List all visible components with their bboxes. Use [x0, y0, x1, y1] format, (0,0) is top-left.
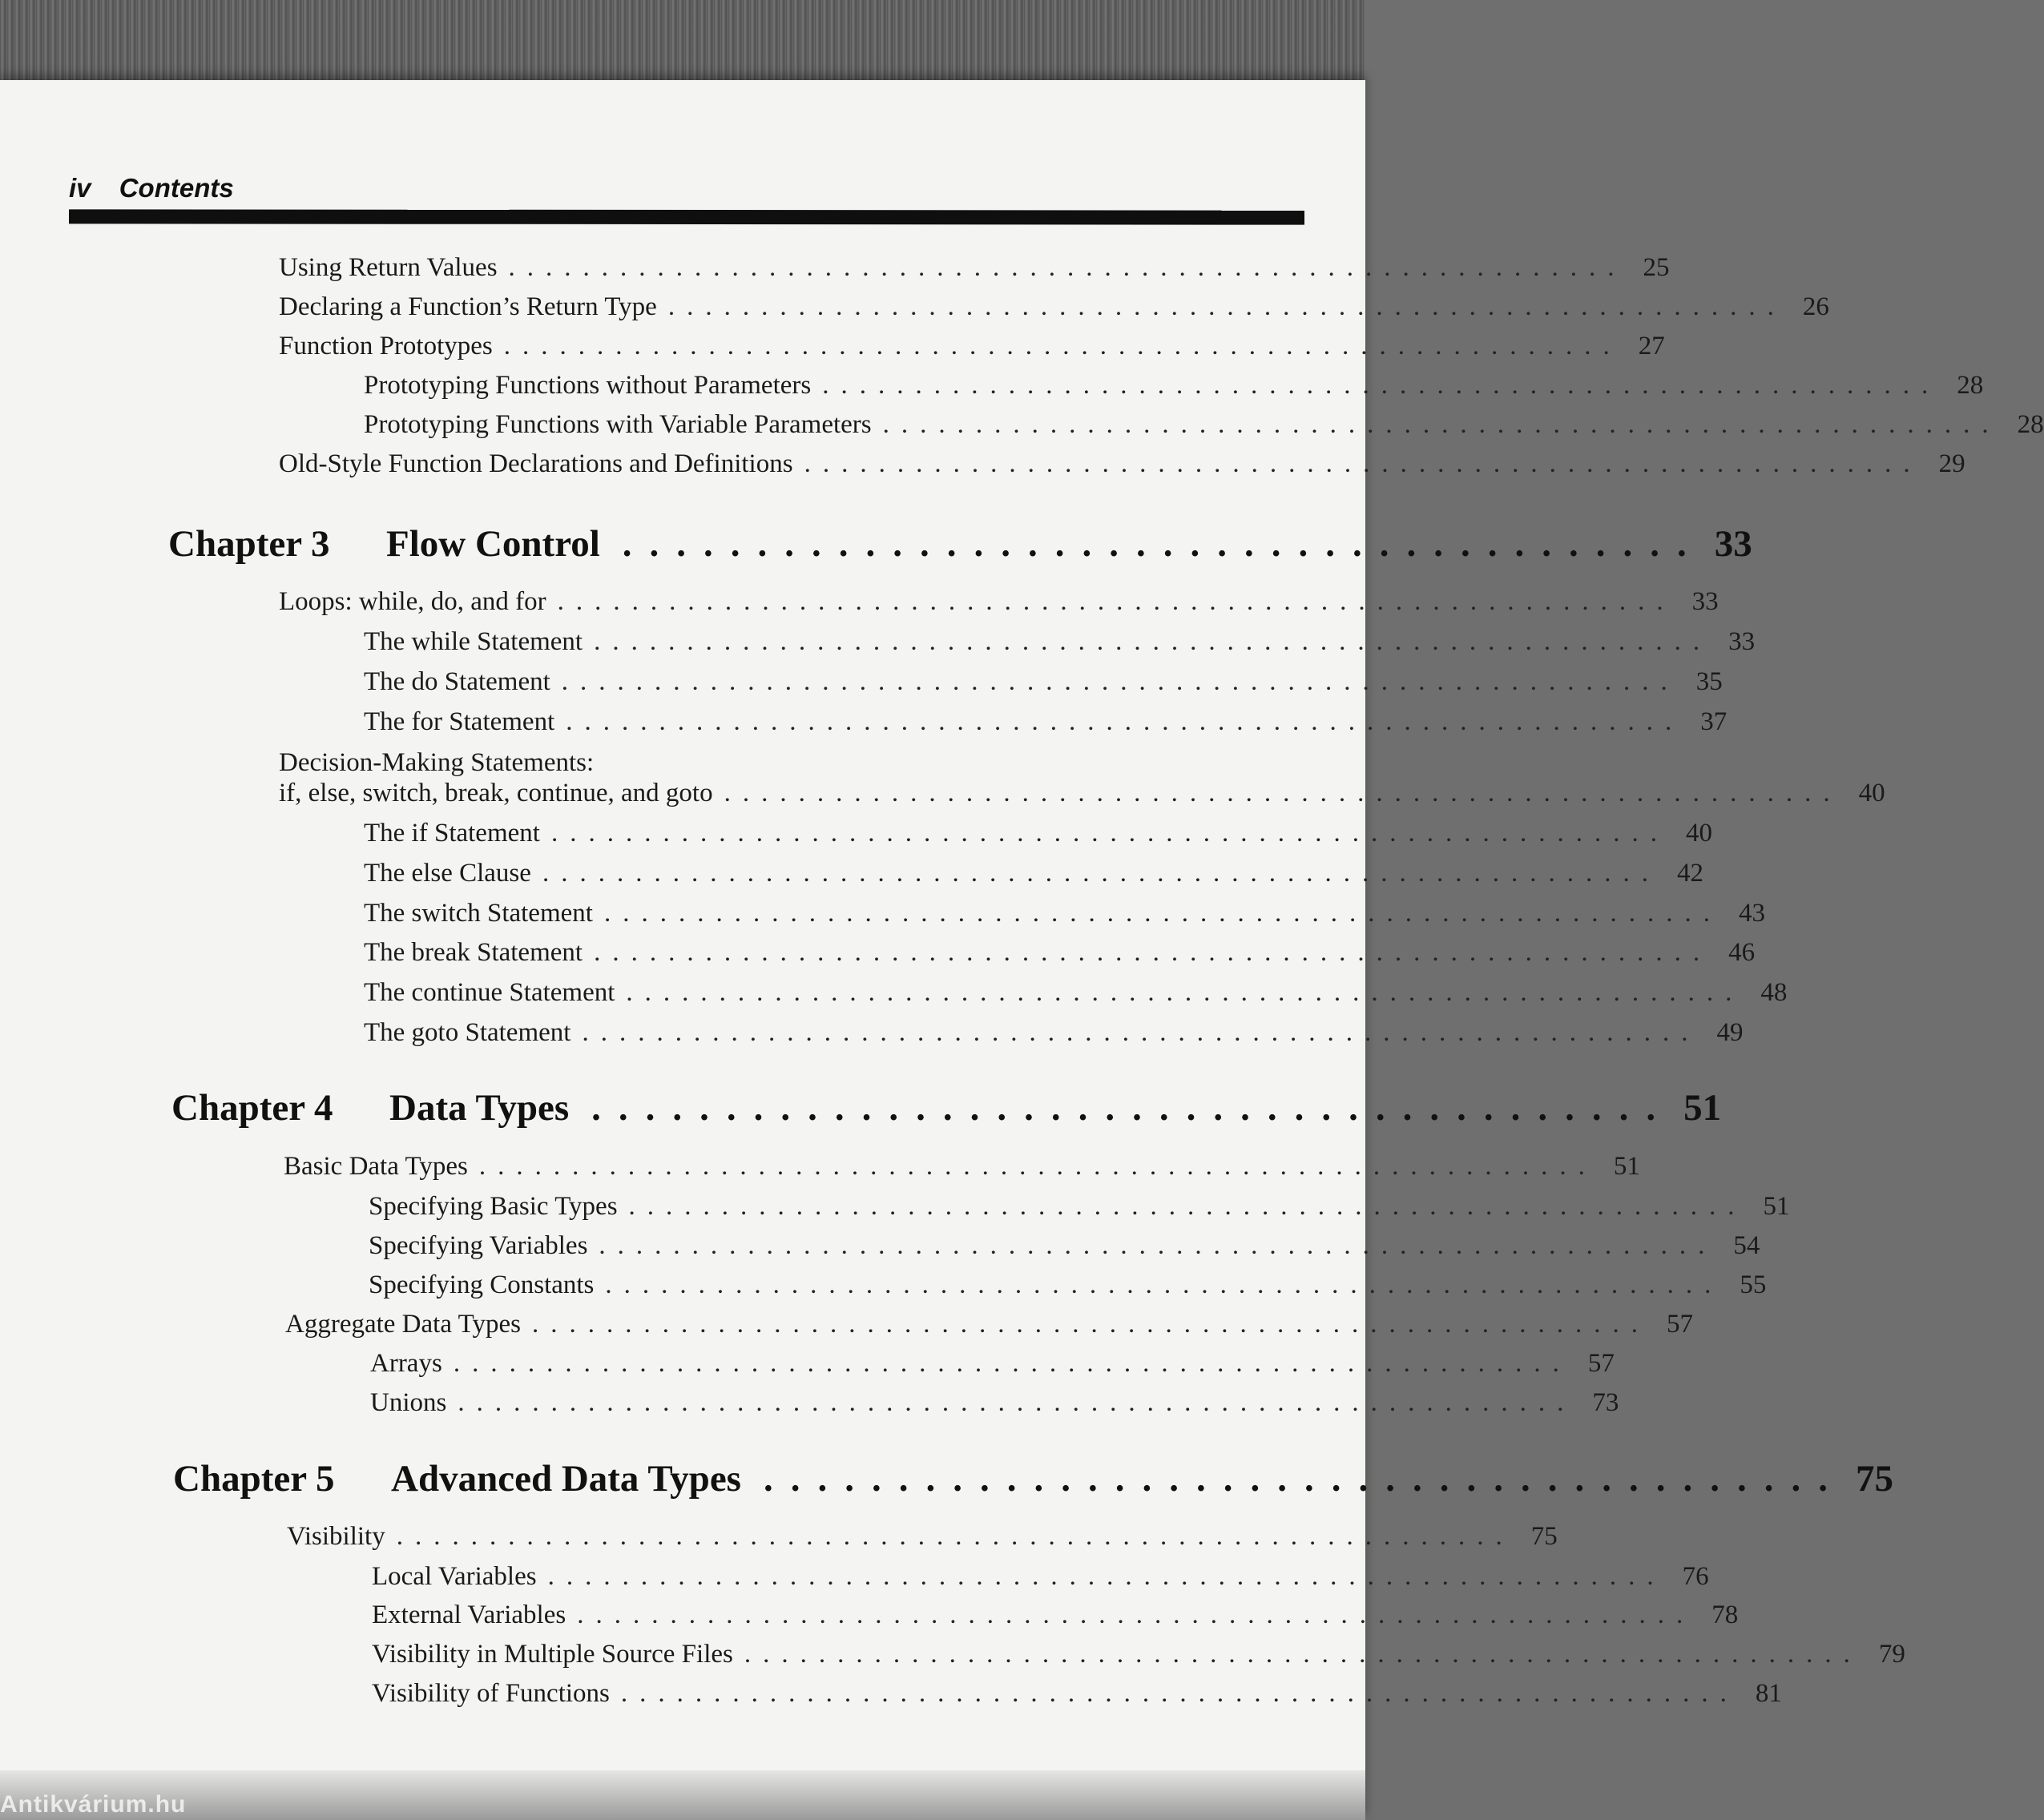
toc-entry-page: 75 [1530, 1522, 1558, 1551]
toc-subentry [364, 707, 1728, 746]
leader-dots: ............................................................ [599, 1231, 1717, 1260]
toc-entry-title: Visibility in Multiple Source Files [372, 1640, 733, 1669]
toc-entry [279, 779, 1885, 817]
toc-entry-title: The for Statement [364, 707, 555, 736]
toc-entry [279, 449, 1965, 488]
toc-subentry [372, 1640, 1905, 1678]
toc-entry-title: Basic Data Types [284, 1152, 468, 1181]
toc-entry-page: 55 [1740, 1270, 1767, 1299]
chapter-number: Chapter 3 [168, 523, 330, 565]
leader-dots: ............................................................ [566, 707, 1684, 736]
toc-entry-title: Using Return Values [279, 253, 498, 282]
toc-entry-page: 40 [1685, 819, 1712, 848]
toc-entry [279, 292, 1829, 331]
leader-dots: ............................................................ [508, 253, 1627, 282]
toc-entry-title-line1: Decision-Making Statements: [279, 748, 595, 777]
chapter-number: Chapter 4 [171, 1087, 333, 1129]
toc-entry [285, 1310, 1693, 1348]
toc-entry-title: Old-Style Function Declarations and Definitions [279, 449, 793, 478]
toc-entry-page: 26 [1802, 292, 1829, 321]
toc-entry-title: The do Statement [364, 667, 550, 696]
toc-entry-title: The break Statement [364, 938, 583, 967]
chapter-page: 75 [1855, 1458, 1893, 1500]
toc-entry-page: 27 [1638, 332, 1665, 360]
chapter-number: Chapter 5 [173, 1458, 335, 1500]
leader-dots: ............................................................ [577, 1601, 1695, 1629]
chapter-page: 51 [1683, 1087, 1722, 1129]
toc-entry-page: 28 [2017, 410, 2044, 439]
toc-entry-page: 29 [1938, 449, 1965, 478]
toc-entry-page: 79 [1878, 1640, 1905, 1669]
leader-dots: ............................................................ [594, 938, 1712, 967]
toc-entry-page: 73 [1592, 1388, 1619, 1417]
leader-dots: ............................................................ [478, 1152, 1597, 1181]
toc-entry-title: Specifying Basic Types [369, 1192, 618, 1221]
leader-dots: ........................................ [622, 523, 1704, 565]
toc-entry-page: 35 [1695, 667, 1723, 696]
leader-dots: ............................................................ [561, 667, 1679, 696]
leader-dots: ............................................................ [724, 779, 1842, 807]
toc-entry-page: 28 [1957, 371, 1984, 400]
toc-entry [284, 1152, 1640, 1190]
leader-dots: ............................................................ [557, 587, 1675, 616]
leader-dots: ............................................................ [605, 1270, 1723, 1299]
toc-entry-title: The if Statement [364, 819, 540, 848]
toc-subentry [364, 938, 1756, 976]
toc-entry-page: 57 [1666, 1310, 1693, 1339]
leader-dots: ............................................................ [542, 859, 1660, 888]
leader-dots: ............................................................ [503, 332, 1622, 360]
toc-subentry [369, 1270, 1767, 1309]
toc-subentry [364, 371, 1984, 409]
toc-entry-title: Aggregate Data Types [285, 1310, 521, 1339]
leader-dots: ............................................................ [453, 1349, 1571, 1378]
toc-entry-title: Specifying Variables [369, 1231, 588, 1260]
chapter-title: Flow Control [386, 523, 600, 565]
toc-subentry [364, 899, 1765, 937]
toc-entry-page: 48 [1760, 978, 1788, 1007]
toc-entry-page: 33 [1691, 587, 1719, 616]
watermark-text: Antikvárium.hu [0, 1791, 187, 1818]
toc-subentry [364, 978, 1788, 1017]
toc-entry-title: Visibility of Functions [372, 1679, 610, 1708]
running-head-title: Contents [119, 173, 234, 203]
toc-entry-page: 51 [1763, 1192, 1790, 1221]
toc-entry [287, 1522, 1558, 1560]
chapter-title: Data Types [389, 1087, 570, 1129]
leader-dots: ............................................................ [882, 410, 2001, 439]
toc-subentry [364, 819, 1712, 857]
chapter-heading [173, 1457, 1893, 1508]
toc-subentry [364, 667, 1723, 706]
chapter-page: 33 [1714, 523, 1752, 565]
page-folio: iv [69, 173, 91, 203]
leader-dots: ............................................................ [547, 1562, 1666, 1591]
chapter-heading [168, 522, 1752, 574]
toc-entry-title: The continue Statement [364, 978, 615, 1007]
leader-dots: ............................................................ [603, 899, 1722, 928]
toc-subentry [372, 1562, 1709, 1601]
toc-entry-page: 54 [1733, 1231, 1760, 1260]
toc-entry-title: The else Clause [364, 859, 531, 888]
toc-entry [279, 253, 1670, 292]
leader-dots: ............................................................ [582, 1018, 1700, 1047]
leader-dots: ............................................................ [594, 627, 1712, 656]
toc-entry-title: Arrays [370, 1349, 442, 1378]
toc-entry [279, 587, 1719, 626]
toc-subentry [369, 1231, 1760, 1270]
toc-subentry [364, 859, 1703, 897]
toc-subentry [372, 1679, 1782, 1717]
toc-entry-title: The switch Statement [364, 899, 593, 928]
toc-subentry [364, 410, 2044, 449]
toc-entry-title: Declaring a Function’s Return Type [279, 292, 657, 321]
leader-dots: ........................................ [763, 1458, 1845, 1500]
toc-entry-page: 76 [1682, 1562, 1709, 1591]
toc-entry-page: 81 [1755, 1679, 1782, 1708]
chapter-heading [171, 1086, 1722, 1138]
toc-subentry [364, 627, 1756, 666]
toc-entry-page: 49 [1716, 1018, 1744, 1047]
leader-dots: ............................................................ [550, 819, 1669, 848]
leader-dots: ............................................................ [667, 292, 1786, 321]
toc-entry-page: 46 [1728, 938, 1756, 967]
toc-entry-title: Local Variables [372, 1562, 537, 1591]
toc-entry-page: 51 [1613, 1152, 1640, 1181]
toc-entry-page: 25 [1643, 253, 1670, 282]
leader-dots: ............................................................ [822, 371, 1941, 400]
toc-entry-title: External Variables [372, 1601, 566, 1629]
leader-dots: ............................................................ [744, 1640, 1862, 1669]
leader-dots: ............................................................ [628, 1192, 1747, 1221]
toc-entry-title: Prototyping Functions with Variable Parameters [364, 410, 872, 439]
toc-entry-title: The goto Statement [364, 1018, 571, 1047]
toc-entry-title: Visibility [287, 1522, 385, 1551]
toc-entry-title: The while Statement [364, 627, 583, 656]
leader-dots: ............................................................ [620, 1679, 1739, 1708]
toc-subentry [370, 1388, 1619, 1427]
toc-entry-page: 43 [1738, 899, 1765, 928]
toc-entry-page: 42 [1676, 859, 1703, 888]
leader-dots: ............................................................ [804, 449, 1922, 478]
toc-entry-title: if, else, switch, break, continue, and goto [279, 779, 713, 807]
chapter-title: Advanced Data Types [391, 1458, 741, 1500]
toc-subentry [370, 1349, 1615, 1387]
toc-entry-title: Function Prototypes [279, 332, 493, 360]
leader-dots: ............................................................ [626, 978, 1744, 1007]
toc-subentry [372, 1601, 1739, 1639]
toc-subentry [369, 1192, 1790, 1230]
leader-dots: ............................................................ [531, 1310, 1650, 1339]
toc-entry-page: 33 [1728, 627, 1756, 656]
toc-entry-title: Prototyping Functions without Parameters [364, 371, 812, 400]
toc-entry-title: Unions [370, 1388, 447, 1417]
toc-entry-title: Specifying Constants [369, 1270, 595, 1299]
toc-entry [279, 332, 1665, 370]
leader-dots: ............................................................ [458, 1388, 1576, 1417]
leader-dots: ........................................ [591, 1087, 1674, 1129]
toc-entry-page: 78 [1711, 1601, 1739, 1629]
toc-entry-page: 40 [1858, 779, 1885, 807]
toc-entry-page: 37 [1700, 707, 1728, 736]
toc-subentry [364, 1018, 1744, 1057]
toc-entry-title: Loops: while, do, and for [279, 587, 546, 616]
toc-entry-page: 57 [1587, 1349, 1615, 1378]
leader-dots: ............................................................ [396, 1522, 1514, 1551]
